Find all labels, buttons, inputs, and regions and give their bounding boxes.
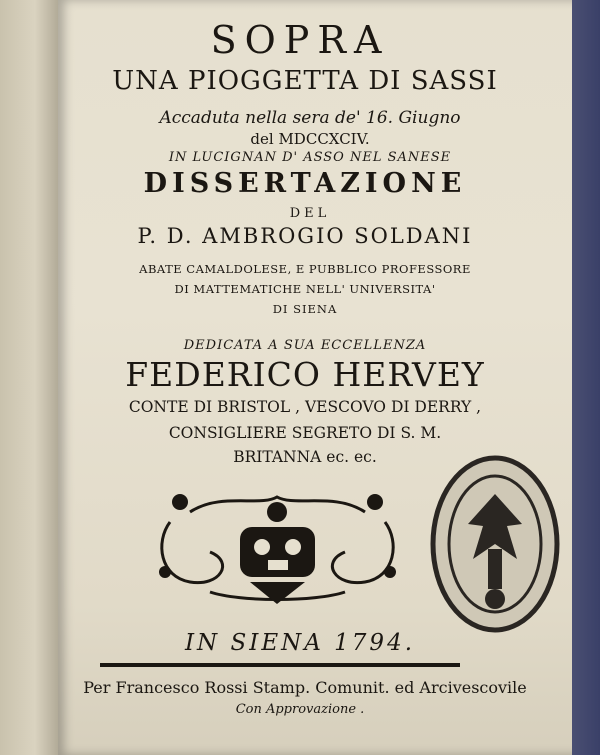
title-subject: UNA PIOGGETTA DI SASSI [112,66,498,96]
title-location-line: IN LUCIGNAN D' ASSO NEL SANESE [168,150,452,165]
dedicatee-title-3: BRITANNA ec. ec. [233,448,377,466]
title-del: DEL [289,206,331,221]
approval-line: Con Approvazione . [235,702,365,717]
library-stamp-icon [428,454,562,634]
title-sopra: SOPRA [210,18,390,62]
author-name: P. D. AMBROGIO SOLDANI [137,224,473,248]
floral-vignette-icon [150,482,405,607]
imprint-rule [100,663,460,667]
dedicatee-title-2: CONSIGLIERE SEGRETO DI S. M. [168,424,442,442]
author-title-3: DI SIENA [272,302,338,316]
title-dissertazione: DISSERTAZIONE [143,168,467,199]
imprint-place-year: IN SIENA 1794. [184,630,416,656]
author-title-2: DI MATTEMATICHE NELL' UNIVERSITA' [174,282,436,296]
author-title-1: ABATE CAMALDOLESE, E PUBBLICO PROFESSORE [139,262,471,276]
left-page [0,0,58,755]
dedication-line: DEDICATA A SUA ECCELLENZA [183,338,427,353]
title-year-line: del MDCCXCIV. [250,130,370,148]
printer-line: Per Francesco Rossi Stamp. Comunit. ed Arcivescovile [83,678,527,697]
dedicatee-title-1: CONTE DI BRISTOL , VESCOVO DI DERRY , [128,398,482,416]
table-background [572,0,600,755]
title-date-line: Accaduta nella sera de' 16. Giugno [159,108,461,128]
dedicatee-name: FEDERICO HERVEY [125,355,485,394]
